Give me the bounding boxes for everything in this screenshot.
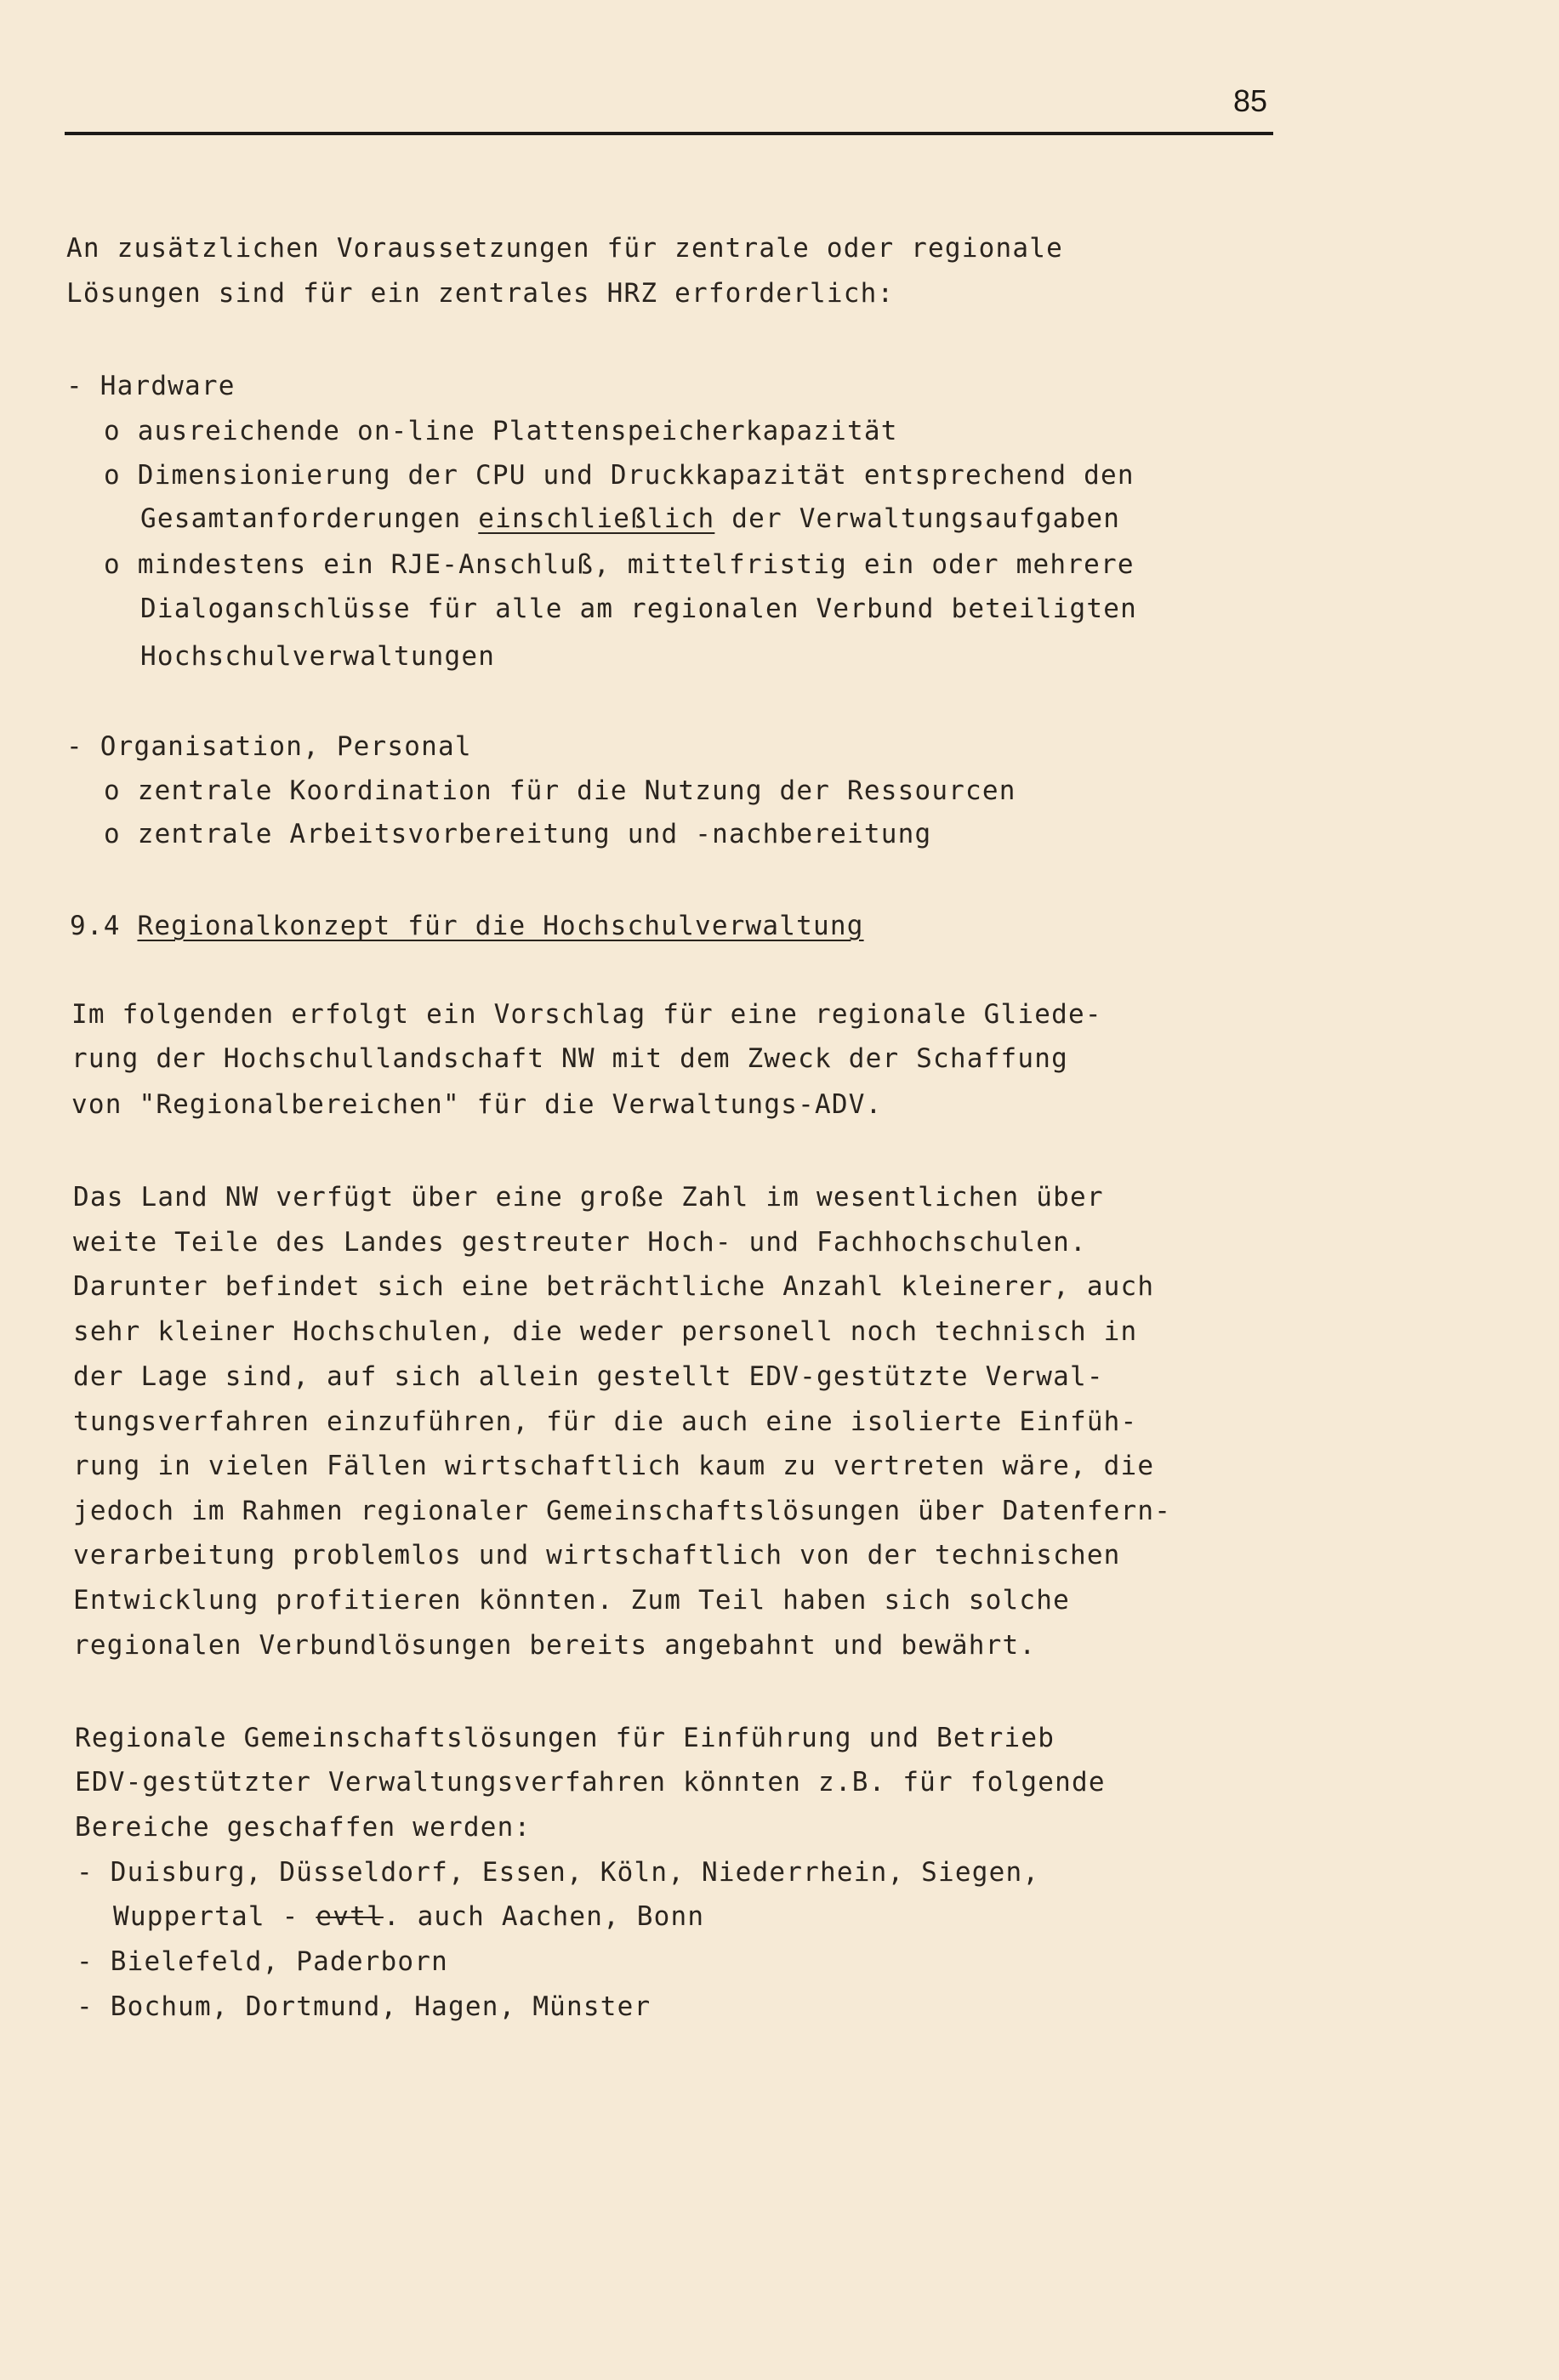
para2-line: Darunter befindet sich eine beträchtliche Anzahl kleinerer, auch xyxy=(73,1271,1155,1302)
intro-line-1: An zusätzlichen Voraussetzungen für zentrale oder regionale xyxy=(66,233,1063,264)
hardware-heading: - Hardware xyxy=(66,371,236,401)
intro-line-2: Lösungen sind für ein zentrales HRZ erforderlich: xyxy=(66,278,895,309)
para2-line: jedoch im Rahmen regionaler Gemeinschaftslösungen über Datenfern- xyxy=(73,1496,1172,1526)
hardware-bullet-3-line-3: Hochschulverwaltungen xyxy=(140,641,496,672)
text-run: . auch Aachen, Bonn xyxy=(383,1901,705,1932)
para2-line: der Lage sind, auf sich allein gestellt EDV-gestützte Verwal- xyxy=(73,1361,1104,1392)
para3-line: Bereiche geschaffen werden: xyxy=(75,1812,532,1843)
para3-line: EDV-gestützter Verwaltungsverfahren könnten z.B. für folgende xyxy=(75,1767,1106,1798)
hardware-bullet-2-line-2 xyxy=(140,502,1120,536)
region-item-2: - Bielefeld, Paderborn xyxy=(77,1946,448,1977)
para1-line: von "Regionalbereichen" für die Verwaltungs-ADV. xyxy=(71,1089,883,1120)
page-number: 85 xyxy=(1233,83,1268,118)
para2-line: rung in vielen Fällen wirtschaftlich kaum zu vertreten wäre, die xyxy=(73,1451,1155,1481)
section-title: Regionalkonzept für die Hochschulverwaltung xyxy=(137,911,864,941)
struck-word: evtl xyxy=(316,1901,384,1932)
para3-line: Regionale Gemeinschaftslösungen für Einführung und Betrieb xyxy=(75,1723,1055,1753)
text-run: der Verwaltungsaufgaben xyxy=(714,503,1121,534)
region-item-1-line-2 xyxy=(113,1900,704,1934)
para2-line: Das Land NW verfügt über eine große Zahl im wesentlichen über xyxy=(73,1182,1104,1213)
section-heading xyxy=(70,909,864,943)
para2-line: weite Teile des Landes gestreuter Hoch- und Fachhochschulen. xyxy=(73,1227,1087,1258)
organisation-bullet-2: o zentrale Arbeitsvorbereitung und -nachbereitung xyxy=(104,819,932,849)
underlined-word: einschließlich xyxy=(478,503,715,534)
hardware-bullet-3-line-2: Dialoganschlüsse für alle am regionalen Verbund beteiligten xyxy=(140,594,1137,624)
text-run: Gesamtanforderungen xyxy=(140,503,479,534)
para2-line: tungsverfahren einzuführen, für die auch eine isolierte Einfüh- xyxy=(73,1406,1138,1437)
organisation-heading: - Organisation, Personal xyxy=(66,731,472,762)
para2-line: regionalen Verbundlösungen bereits angebahnt und bewährt. xyxy=(73,1630,1037,1661)
para1-line: Im folgenden erfolgt ein Vorschlag für eine regionale Gliede- xyxy=(71,999,1102,1030)
region-item-1-line-1: - Duisburg, Düsseldorf, Essen, Köln, Niederrhein, Siegen, xyxy=(77,1857,1040,1888)
hardware-bullet-3-line-1: o mindestens ein RJE-Anschluß, mittelfristig ein oder mehrere xyxy=(104,549,1135,580)
text-run: Wuppertal - xyxy=(113,1901,316,1932)
organisation-bullet-1: o zentrale Koordination für die Nutzung der Ressourcen xyxy=(104,775,1016,806)
region-item-3: - Bochum, Dortmund, Hagen, Münster xyxy=(77,1991,651,2022)
para2-line: Entwicklung profitieren könnten. Zum Teil haben sich solche xyxy=(73,1585,1070,1616)
para2-line: verarbeitung problemlos und wirtschaftlich von der technischen xyxy=(73,1540,1121,1571)
hardware-bullet-1: o ausreichende on-line Plattenspeicherkapazität xyxy=(104,416,898,446)
para2-line: sehr kleiner Hochschulen, die weder personell noch technisch in xyxy=(73,1316,1138,1347)
header-rule xyxy=(65,132,1273,135)
hardware-bullet-2-line-1: o Dimensionierung der CPU und Druckkapazität entsprechend den xyxy=(104,460,1135,491)
para1-line: rung der Hochschullandschaft NW mit dem Zweck der Schaffung xyxy=(71,1043,1068,1074)
section-number: 9.4 xyxy=(70,911,138,941)
